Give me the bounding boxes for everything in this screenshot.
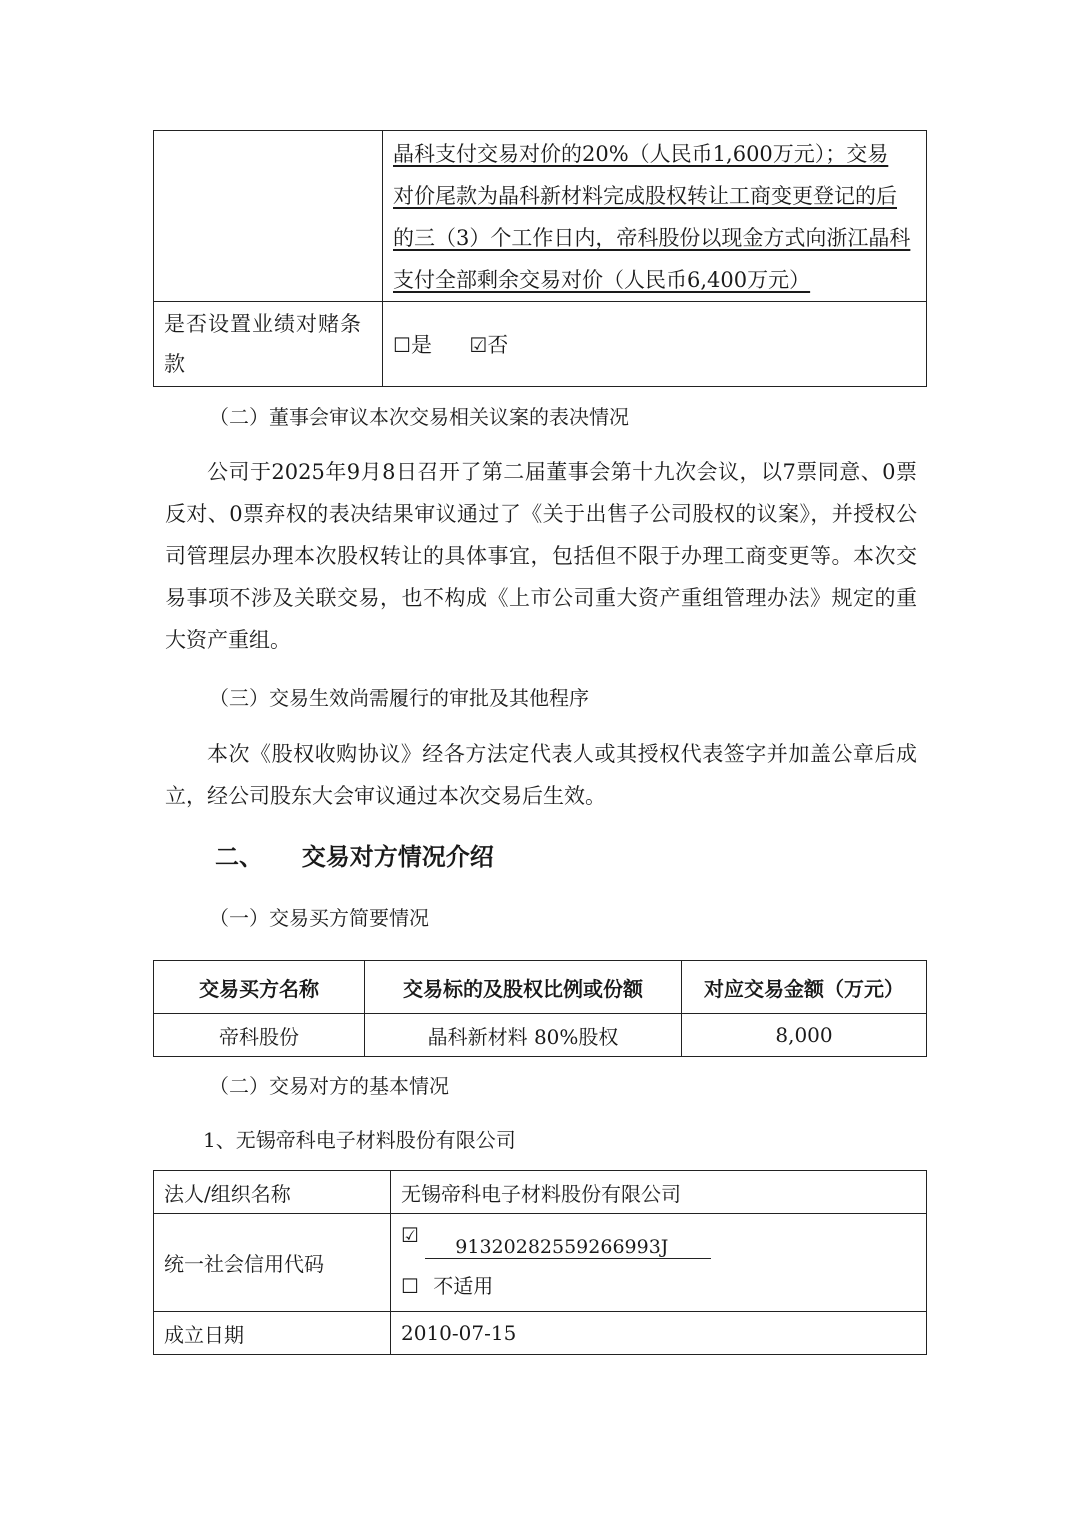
payment-line: 晶科支付交易对价的20%（人民币1,600万元）；交易 bbox=[393, 142, 889, 166]
table-header-row bbox=[154, 961, 927, 1014]
column-header: 对应交易金额（万元） bbox=[682, 961, 927, 1014]
payment-line: 支付全部剩余交易对价（人民币6,400万元） bbox=[393, 268, 811, 292]
table-row bbox=[154, 1312, 927, 1355]
gamble-label: 是否设置业绩对赌条款 bbox=[154, 302, 383, 387]
payment-line: 的三（3）个工作日内，帝科股份以现金方式向浙江晶科 bbox=[393, 226, 911, 250]
table-row bbox=[154, 302, 927, 387]
chapter-number: 二、 bbox=[215, 842, 263, 871]
table-row bbox=[154, 131, 927, 302]
section-body: 公司于2025年9月8日召开了第二届董事会第十九次会议，以7票同意、0票反对、0票弃权的表决结果审议通过了《关于出售子公司股权的议案》，并授权公司管理层办理本次股权转让的具体事宜，包括但不限于办理工商变更等。本次交易事项不涉及关联交易，也不构成《上市公司重大资产重组管理办法》规定的重大资产重组。 bbox=[165, 460, 917, 652]
gamble-options bbox=[383, 302, 927, 387]
table-cell: 晶科新材料 80%股权 bbox=[365, 1014, 682, 1057]
table-row bbox=[154, 1171, 927, 1214]
chapter-title bbox=[215, 840, 494, 874]
column-header: 交易买方名称 bbox=[154, 961, 365, 1014]
checkbox-checked-icon: ☑ bbox=[401, 1223, 419, 1247]
table-cell: 帝科股份 bbox=[154, 1014, 365, 1057]
table-cell: 8,000 bbox=[682, 1014, 927, 1057]
checkbox-unchecked-icon: ☐ bbox=[393, 333, 411, 357]
section-heading: （一）交易买方简要情况 bbox=[209, 906, 429, 930]
field-label: 法人/组织名称 bbox=[154, 1171, 391, 1214]
field-label: 成立日期 bbox=[154, 1312, 391, 1355]
empty-cell bbox=[154, 131, 383, 302]
credit-code-value: 91320282559266993J bbox=[425, 1236, 711, 1259]
checkbox-checked-icon: ☑ bbox=[469, 333, 488, 357]
payment-terms-cell bbox=[383, 131, 927, 302]
section-heading: （二）交易对方的基本情况 bbox=[209, 1074, 449, 1098]
credit-code-line bbox=[401, 1224, 916, 1261]
field-value: 2010-07-15 bbox=[391, 1312, 927, 1355]
not-applicable-line bbox=[401, 1271, 916, 1301]
not-applicable-label: 不适用 bbox=[433, 1274, 494, 1298]
field-value: 无锡帝科电子材料股份有限公司 bbox=[391, 1171, 927, 1214]
payment-line: 对价尾款为晶科新材料完成股权转让工商变更登记的后 bbox=[393, 184, 897, 208]
section-heading: （三）交易生效尚需履行的审批及其他程序 bbox=[209, 686, 589, 710]
company-info-table bbox=[153, 1170, 927, 1355]
deal-terms-table bbox=[153, 130, 927, 387]
gamble-no-label: 否 bbox=[487, 333, 509, 357]
buyer-table bbox=[153, 960, 927, 1057]
section-body: 本次《股权收购协议》经各方法定代表人或其授权代表签字并加盖公章后成立，经公司股东大会审议通过本次交易后生效。 bbox=[165, 742, 917, 808]
company-heading: 1、无锡帝科电子材料股份有限公司 bbox=[203, 1128, 516, 1152]
gamble-yes-label: 是 bbox=[410, 333, 432, 357]
table-row bbox=[154, 1214, 927, 1312]
field-label: 统一社会信用代码 bbox=[154, 1214, 391, 1312]
section-heading: （二）董事会审议本次交易相关议案的表决情况 bbox=[209, 405, 629, 429]
checkbox-unchecked-icon: ☐ bbox=[401, 1274, 419, 1298]
table-row bbox=[154, 1014, 927, 1057]
chapter-title-text: 交易对方情况介绍 bbox=[301, 842, 494, 871]
credit-code-cell bbox=[391, 1214, 927, 1312]
column-header: 交易标的及股权比例或份额 bbox=[365, 961, 682, 1014]
